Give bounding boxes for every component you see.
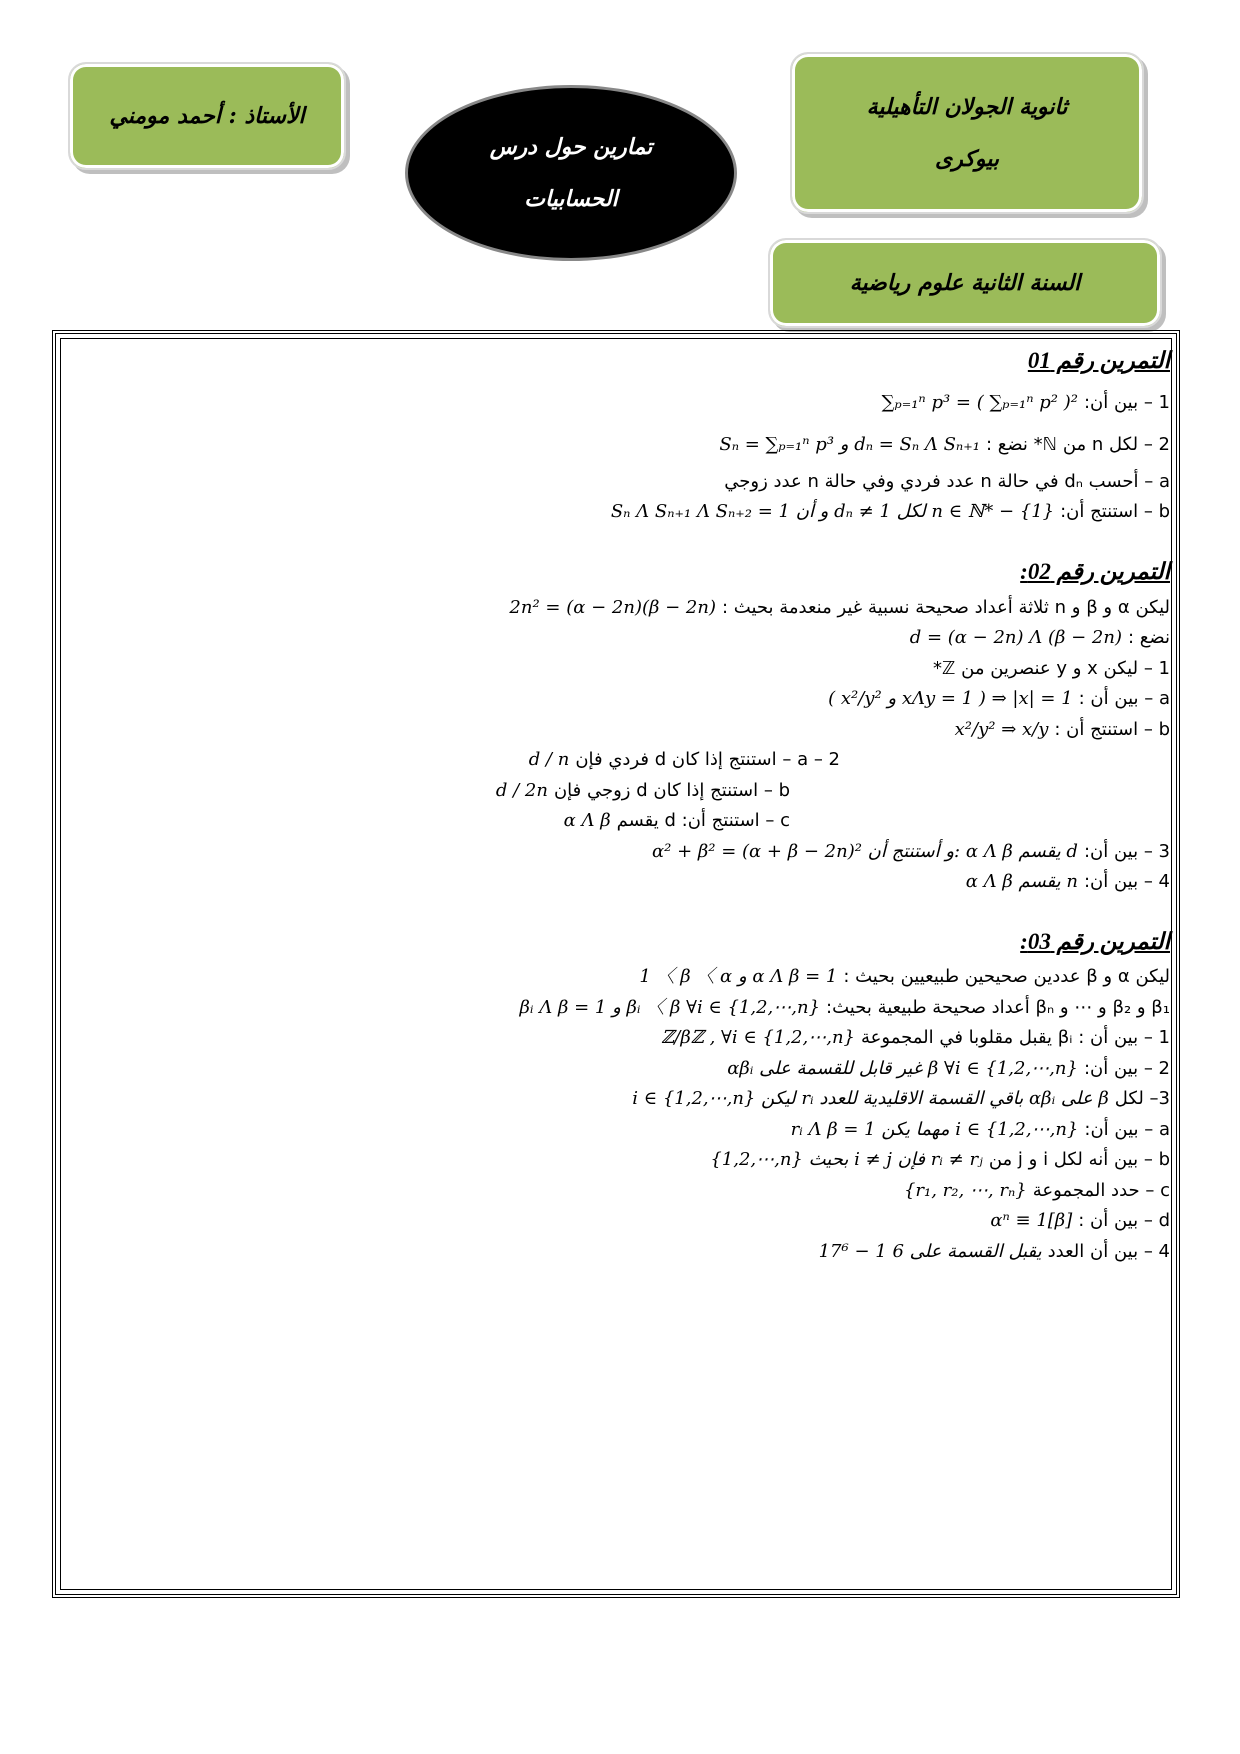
class-level: السنة الثانية علوم رياضية	[849, 270, 1081, 296]
lesson-title-line1: تمارين حول درس	[489, 134, 653, 160]
exercise-line: 1 – بين أن:∑ₚ₌₁ⁿ p³ = ( ∑ₚ₌₁ⁿ p² )²	[881, 391, 1170, 413]
teacher-name: الأستاذ : أحمد مومني	[109, 103, 305, 129]
exercise-3	[80, 928, 1170, 1268]
exercises-content	[80, 347, 1170, 1297]
exercise-line: 4 – بين أن:α Λ β يقسم n	[965, 871, 1170, 892]
exercise-line: 2 – بين أن:αβᵢ غير قابل للقسمة على β ∀i ∈ {1,2,⋯,n}	[727, 1057, 1170, 1079]
exercise-heading: التمرين رقم 03:	[1020, 928, 1170, 954]
exercise-2	[80, 558, 1170, 898]
title-ellipse	[405, 85, 737, 261]
exercise-line: 1 – بين أن : βᵢ يقبل مقلوبا في المجموعةℤ/βℤ , ∀i ∈ {1,2,⋯,n}	[661, 1027, 1170, 1049]
exercise-1	[80, 347, 1170, 528]
exercise-line: 3 – بين أن:α² + β² = (α + β − 2n)² و أستنتج أن: α Λ β يقسم d	[651, 840, 1170, 862]
exercise-line: 2 – لكل n من ℕ* نضع :Sₙ = ∑ₚ₌₁ⁿ p³ و dₙ = Sₙ Λ Sₙ₊₁	[719, 434, 1170, 456]
exercise-line: نضع :d = (α − 2n) Λ (β − 2n)	[909, 627, 1170, 648]
exercise-heading: التمرين رقم 01	[1027, 348, 1170, 373]
school-name-box	[790, 52, 1144, 214]
school-name: ثانوية الجولان التأهيلية	[866, 94, 1068, 120]
exercise-line: c – حدد المجموعة{r₁, r₂, ⋯, rₙ}	[903, 1179, 1170, 1201]
exercise-line: b – استنتج أن :x²/y² ⇒ x/y	[954, 718, 1170, 740]
exercise-line: b – استنتج أن:Sₙ Λ Sₙ₊₁ Λ Sₙ₊₂ = 1 و أن dₙ ≠ 1 لكل n ∈ ℕ* − {1}	[610, 501, 1170, 523]
exercise-heading: التمرين رقم 02:	[1020, 558, 1170, 584]
exercise-line: a – بين أن :( x²/y² و xΛy = 1 ) ⇒ |x| = 1	[828, 688, 1170, 709]
lesson-title-line2: الحسابيات	[524, 186, 618, 212]
exercise-line: ليكن α و β و n ثلاثة أعداد صحيحة نسبية غير منعدمة بحيث :2n² = (α − 2n)(β − 2n)	[509, 596, 1170, 618]
exercise-line: a – أحسب dₙ في حالة n عدد فردي وفي حالة n عدد زوجي	[724, 470, 1170, 492]
exercise-line: 1 – ليكن x و y عنصرين من ℤ*	[933, 657, 1170, 679]
exercise-line: β₁ و β₂ و ⋯ و βₙ أعداد صحيحة طبيعية بحيث:βᵢ Λ β = 1 و βᵢ 〈 β ∀i ∈ {1,2,⋯,n}	[519, 996, 1170, 1018]
school-city: بيوكرى	[935, 146, 999, 172]
exercise-line: d – بين أن :αⁿ ≡ 1[β]	[990, 1210, 1170, 1232]
exercise-line: 3– لكلi ∈ {1,2,⋯,n} ليكن rᵢ باقي القسمة الاقليدية للعدد αβᵢ على β	[632, 1088, 1170, 1110]
exercise-line: b – استنتج إذا كان d زوجي فإنd / 2n	[495, 779, 790, 801]
exercise-line: a – بين أن:rᵢ Λ β = 1 مهما يكن i ∈ {1,2,⋯,n}	[790, 1118, 1170, 1140]
level-box	[768, 238, 1162, 328]
exercise-line: b – بين أنه لكل i و j من{1,2,⋯,n} بحيث i ≠ j فإن rᵢ ≠ rⱼ	[710, 1149, 1170, 1171]
exercise-line: 2 – a – استنتج إذا كان d فردي فإنd / n	[528, 749, 840, 770]
teacher-box	[68, 62, 346, 170]
exercise-line: c – استنتج أن: d يقسمα Λ β	[563, 810, 790, 831]
exercise-line: 4 – بين أن العدد17⁶ − 1 يقبل القسمة على 6	[818, 1240, 1170, 1262]
exercise-line: ليكن α و β عددين صحيحين طبيعيين بحيث :1 〈 β 〈 α و α Λ β = 1	[639, 966, 1170, 988]
